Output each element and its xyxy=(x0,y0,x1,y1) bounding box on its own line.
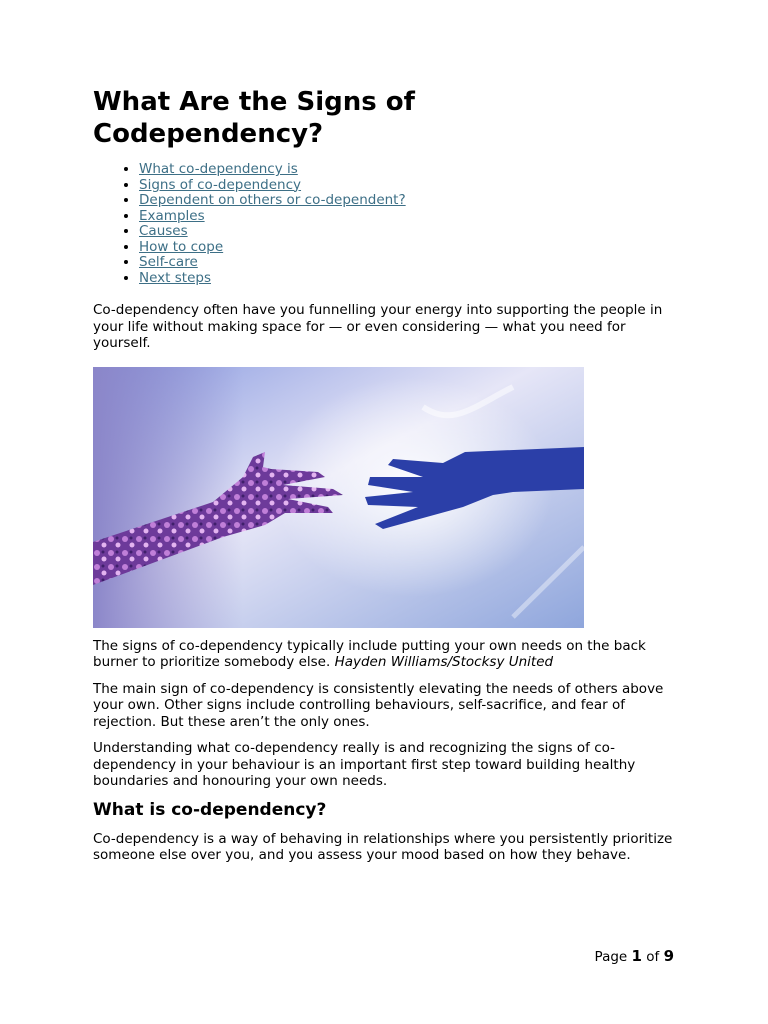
toc-item xyxy=(139,255,678,271)
toc-item xyxy=(139,162,678,178)
page-word: Page xyxy=(594,949,628,965)
intro-paragraph: Co-dependency often have you funnelling your energy into supporting the people in your life without making space for — or even considering — what you need for yourself. xyxy=(93,302,663,351)
section-heading: What is co-dependency? xyxy=(93,799,327,820)
toc-item xyxy=(139,178,678,194)
page-number-footer xyxy=(595,946,674,967)
page-title: What Are the Signs of Codependency? xyxy=(93,87,415,149)
toc-link-next-steps[interactable]: Next steps xyxy=(139,269,211,286)
toc-link-what-co-dependency-is[interactable]: What co-dependency is xyxy=(139,161,298,177)
body-paragraph: Understanding what co-dependency really is and recognizing the signs of co-dependency in your behaviour is an important first step toward building healthy boundaries and honouring your own needs. xyxy=(93,740,636,789)
toc-link-how-to-cope[interactable]: How to cope xyxy=(139,238,224,255)
caption-text: The signs of co-dependency typically include putting your own needs on the back burner to prioritize somebody else. xyxy=(93,637,646,670)
table-of-contents xyxy=(93,162,678,286)
hero-image xyxy=(93,367,584,628)
toc-link-self-care[interactable]: Self-care xyxy=(139,254,198,270)
toc-item xyxy=(139,193,678,209)
toc-link-signs[interactable]: Signs of co-dependency xyxy=(139,176,302,193)
toc-item xyxy=(139,271,678,287)
section-paragraph: Co-dependency is a way of behaving in relationships where you persistently prioritize someone else over you, and you assess your mood based on how they behave. xyxy=(93,830,673,863)
of-word: of xyxy=(646,949,660,965)
toc-item xyxy=(139,240,678,256)
toc-link-dependent-or-codependent[interactable]: Dependent on others or co-dependent? xyxy=(139,192,406,208)
toc-link-examples[interactable]: Examples xyxy=(139,207,205,224)
caption-credit: Hayden Williams/Stocksy United xyxy=(334,654,554,670)
toc-link-causes[interactable]: Causes xyxy=(139,223,188,239)
total-pages: 9 xyxy=(663,947,674,965)
current-page: 1 xyxy=(631,947,642,965)
body-paragraph: The main sign of co-dependency is consistently elevating the needs of others above your own. Other signs include controlling behaviours, self-sacrifice, and fear of rejection. But these aren’t the only ones. xyxy=(93,680,664,730)
image-caption xyxy=(93,638,678,671)
toc-item xyxy=(139,224,678,240)
document-page xyxy=(93,86,678,874)
toc-item xyxy=(139,209,678,225)
